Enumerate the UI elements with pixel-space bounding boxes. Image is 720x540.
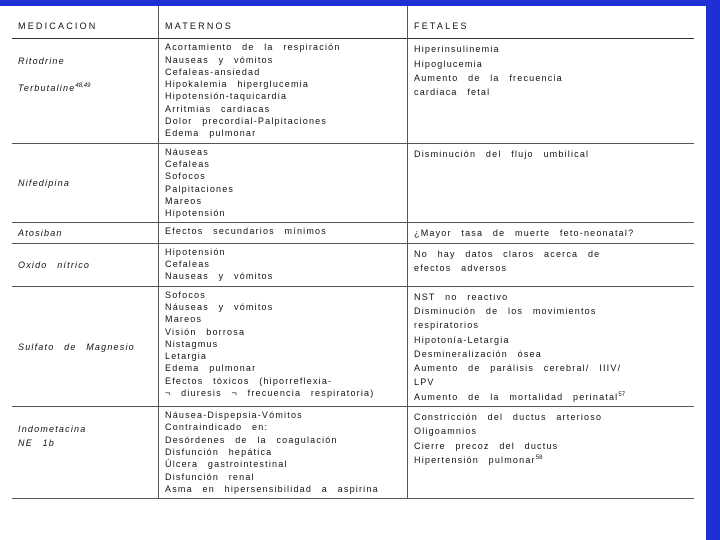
reference-superscript: 58 [535, 454, 543, 461]
maternal-effect: Palpitaciones [165, 183, 235, 194]
maternal-effect: Edema pulmonar [165, 128, 257, 139]
fetal-effect-text: Oligoamnios [414, 426, 478, 437]
cell-medicacion [12, 223, 159, 243]
cell-medicacion [12, 243, 159, 286]
fetal-effect [414, 389, 688, 403]
maternal-effect: Arritmias cardiacas [165, 103, 271, 114]
drug-name-text: Atosiban [18, 228, 63, 239]
maternal-effect: Nauseas y vómitos [165, 54, 274, 65]
fetal-effect [414, 452, 688, 466]
fetal-effect-text: No hay datos claros acerca de [414, 248, 601, 259]
maternal-effect: Letargia [165, 351, 208, 362]
cell-maternos [159, 223, 408, 243]
cell-maternos [159, 243, 408, 286]
maternal-effect: Nistagmus [165, 338, 219, 349]
fetal-effect-text: Hipertensión pulmonar [414, 454, 536, 465]
fetal-effect [414, 289, 688, 303]
cell-maternos [159, 143, 408, 223]
maternal-effect: Hipotensión [165, 208, 226, 219]
maternal-effect: Náuseas [165, 146, 209, 157]
fetal-effect-text: Hipoglucemia [414, 58, 483, 69]
drug-name-text: Terbutaline [18, 82, 76, 93]
maternal-effect: Desórdenes de la coagulación [165, 434, 338, 445]
fetal-effect-text: LPV [414, 377, 435, 388]
table-header-row [12, 6, 694, 39]
maternal-effect: Hipokalemia hiperglucemia [165, 79, 310, 90]
cell-medicacion [12, 143, 159, 223]
cell-medicacion [12, 407, 159, 499]
cell-fetales [408, 243, 695, 286]
fetal-effect-text: Hipotonía-Letargia [414, 334, 510, 345]
maternal-effect: Mareos [165, 195, 203, 206]
maternal-effect: Hipotensión [165, 246, 226, 257]
table-row [12, 223, 694, 243]
maternal-effect: Náusea-Dispepsia-Vómitos [165, 410, 303, 421]
table-row [12, 407, 694, 499]
table-body [12, 39, 694, 499]
maternal-effect: ¬ diuresis ¬ frecuencia respiratoria) [165, 388, 375, 399]
maternal-effect: Dolor precordial-Palpitaciones [165, 116, 328, 127]
fetal-effect-text: respiratorios [414, 320, 480, 331]
fetal-effect-text: Aumento de la frecuencia [414, 72, 563, 83]
fetal-effect [414, 423, 688, 437]
maternal-effect: Cefaleas [165, 259, 211, 270]
maternal-effect: Náuseas y vómitos [165, 301, 274, 312]
drug-name-text: NE 1b [18, 438, 56, 449]
fetal-effect [414, 70, 688, 84]
document-page [8, 6, 698, 540]
fetal-effect [414, 56, 688, 70]
cell-fetales [408, 286, 695, 406]
drug-name-text: Oxido nítrico [18, 260, 91, 271]
maternal-effect: Visión borrosa [165, 326, 246, 337]
fetal-effect-text: efectos adversos [414, 263, 508, 274]
maternal-effect: Acortamiento de la respiración [165, 42, 341, 53]
maternal-effect: Cefaleas-ansiedad [165, 66, 261, 77]
fetal-effect [414, 346, 688, 360]
maternal-effect: Efectos tóxicos (hiporreflexia- [165, 375, 333, 386]
maternal-effect: Hipotensión-taquicardia [165, 91, 288, 102]
drug-name [18, 80, 152, 94]
cell-fetales [408, 223, 695, 243]
maternal-effect: Nauseas y vómitos [165, 271, 274, 282]
slide-right-border [706, 0, 720, 540]
table-row [12, 39, 694, 143]
fetal-effect [414, 260, 688, 274]
fetal-effect-text: Hiperinsulinemia [414, 44, 500, 55]
fetal-effect [414, 146, 688, 160]
drug-name-text: Ritodrine [18, 56, 65, 67]
fetal-effect [414, 360, 688, 374]
fetal-effect-text: Aumento de la mortalidad perinatal [414, 391, 619, 402]
cell-fetales [408, 39, 695, 143]
cell-fetales [408, 143, 695, 223]
cell-maternos [159, 407, 408, 499]
cell-maternos [159, 286, 408, 406]
maternal-effect: Disfunción renal [165, 471, 255, 482]
maternal-effect: Mareos [165, 314, 203, 325]
fetal-effect-text: ¿Mayor tasa de muerte feto-neonatal? [414, 228, 635, 239]
fetal-effect-text: NST no reactivo [414, 291, 509, 302]
fetal-effect [414, 41, 688, 55]
fetal-effect-text: Cierre precoz del ductus [414, 440, 559, 451]
fetal-effect [414, 438, 688, 452]
drug-name [18, 53, 152, 67]
maternal-effect: Edema pulmonar [165, 363, 257, 374]
maternal-effect: Disfunción hepática [165, 446, 273, 457]
drug-name-text: Sulfato de Magnesio [18, 341, 135, 352]
drug-name [18, 68, 152, 80]
fetal-effect-text: Desmineralización ósea [414, 348, 542, 359]
fetal-effect-text: Disminución de los movimientos [414, 305, 597, 316]
fetal-effect [414, 84, 688, 98]
fetal-effect [414, 332, 688, 346]
drug-name-text: Nifedipina [18, 178, 71, 189]
cell-fetales [408, 407, 695, 499]
fetal-effect-text: Constricción del ductus arterioso [414, 412, 603, 423]
maternal-effect: Asma en hipersensibilidad a aspirina [165, 483, 379, 494]
side-effects-table [12, 6, 694, 499]
drug-name [18, 435, 152, 449]
fetal-effect [414, 409, 688, 423]
cell-medicacion [12, 39, 159, 143]
reference-superscript: 48,49 [75, 82, 91, 89]
cell-maternos [159, 39, 408, 143]
maternal-effect: Efectos secundarios mínimos [165, 226, 327, 237]
maternal-effect: Cefaleas [165, 158, 211, 169]
fetal-effect [414, 303, 688, 317]
fetal-effect-text: Disminución del flujo umbilical [414, 148, 590, 159]
drug-name [18, 175, 152, 189]
maternal-effect: Contraindicado en: [165, 422, 269, 433]
maternal-effect: Sofocos [165, 289, 206, 300]
header-medicacion: MEDICACION [18, 21, 98, 31]
fetal-effect [414, 374, 688, 388]
drug-name [18, 225, 152, 239]
reference-superscript: 57 [618, 391, 626, 398]
drug-name [18, 421, 152, 435]
maternal-effect: Sofocos [165, 171, 206, 182]
drug-name [18, 339, 152, 353]
header-maternos: MATERNOS [159, 6, 408, 39]
drug-name [18, 257, 152, 271]
maternal-effect: Úlcera gastrointestinal [165, 459, 288, 470]
fetal-effect-text: cardiaca fetal [414, 87, 491, 98]
drug-name-text: Indometacina [18, 424, 87, 435]
table-row [12, 143, 694, 223]
fetal-effect-text: Aumento de parálisis cerebral/ IIIV/ [414, 363, 622, 374]
table-row [12, 243, 694, 286]
fetal-effect [414, 317, 688, 331]
table-row [12, 286, 694, 406]
header-fetales: FETALES [408, 6, 695, 39]
cell-medicacion [12, 286, 159, 406]
fetal-effect [414, 225, 688, 239]
fetal-effect [414, 246, 688, 260]
